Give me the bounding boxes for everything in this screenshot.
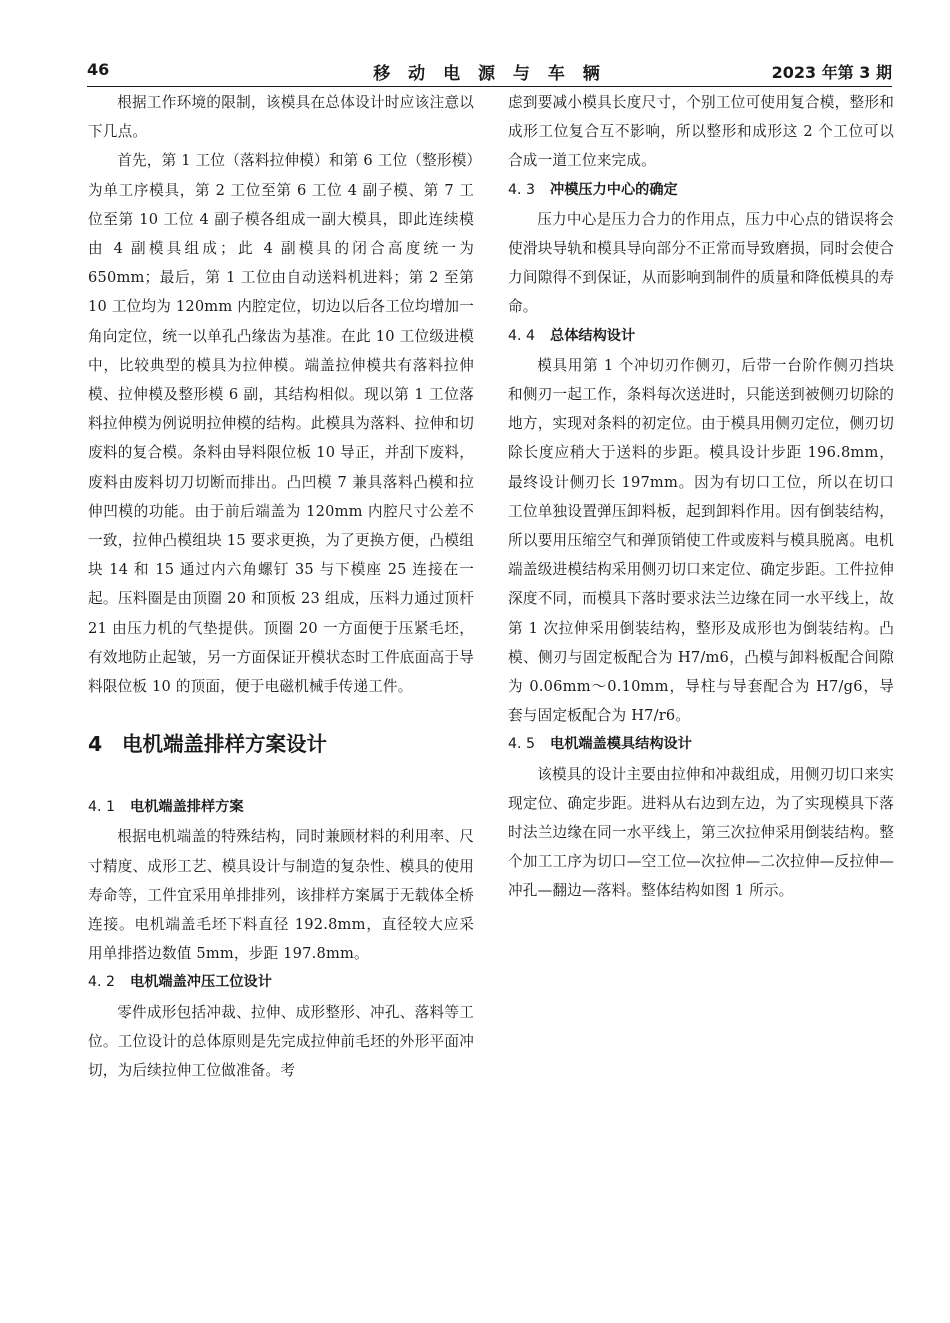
section-number: 4 [88,732,103,757]
right-column [508,88,894,906]
subsection-title: 电机端盖冲压工位设计 [130,974,272,991]
subsection-heading [508,322,894,351]
subsection-number: 4. 2 [88,974,116,991]
section-title: 电机端盖排样方案设计 [122,732,327,757]
subsection-title: 冲模压力中心的确定 [550,181,678,198]
subsection-number: 4. 4 [508,327,536,344]
paragraph: 零件成形包括冲裁、拉伸、成形整形、冲孔、落料等工位。工位设计的总体原则是先完成拉伸前毛坯的外形平面冲切，为后续拉伸工位做准备。考 [88,1003,474,1080]
subsection-heading [88,793,474,822]
subsection-number: 4. 3 [508,181,536,198]
subsection-heading [88,968,474,997]
subsection-number: 4. 5 [508,736,536,753]
paragraph: 首先，第 1 工位（落料拉伸模）和第 6 工位（整形模）为单工序模具，第 2 工位至第 6 工位 4 副子模、第 7 工位至第 10 工位 4 副子模各组成一副大模具，即此连续模由 4 副模具组成；此 4 副模具的闭合高度统一为 650mm；最后，第 1 工位由自动送料机进料；第 2 至第 10 工位均为 120mm 内腔定位，切边以后各工位均增加一角向定位，统一以单孔凸缘齿为基准。在此 10 工位级进模中，比较典型的模具为拉伸模。端盖拉伸模共有落料拉伸模、拉伸模及整形模 6 副，其结构相似。现以第 1 工位落料拉伸模为例说明拉伸模的结构。此模具为落料、拉伸和切废料的复合模。条料由导料限位板 10 导正，并刮下废料，废料由废料切刀切断而排出。凸凹模 7 兼具落料凸模和拉伸凹模的功能。由于前后端盖为 120mm 内腔尺寸公差不一致，拉伸凸模组块 15 要求更换，为了更换方便，凸模组块 14 和 15 通过内六角螺钉 35 与下模座 25 连接在一起。压料圈是由顶圈 20 和顶板 23 组成，压料力通过顶杆 21 由压力机的气垫提供。顶圈 20 一方面便于压紧毛坯，有效地防止起皱，另一方面保证开模状态时工件底面高于导料限位板 10 的顶面，便于电磁机械手传递工件。 [88,152,474,696]
section-heading [88,729,474,759]
left-column [88,88,474,1085]
subsection-number: 4. 1 [88,799,116,816]
paragraph: 根据电机端盖的特殊结构，同时兼顾材料的利用率、尺寸精度、成形工艺、模具设计与制造的复杂性、模具的使用寿命等，工件宜采用单排排列，该排样方案属于无载体全桥连接。电机端盖毛坯下料直径 192.8mm，直径较大应采用单排搭边数值 5mm，步距 197.8mm。 [88,828,474,963]
subsection-title: 电机端盖排样方案 [130,799,244,816]
paragraph: 模具用第 1 个冲切刃作侧刃，后带一台阶作侧刃挡块和侧刃一起工作，条料每次送进时，只能送到被侧刃切除的地方，实现对条料的初定位。由于模具用侧刃定位，侧刃切除长度应稍大于送料的步距。模具设计步距 196.8mm，最终设计侧刃长 197mm。因为有切口工位，所以在切口工位单独设置弹压卸料板，起到卸料作用。因有倒装结构，所以要用压缩空气和弹顶销使工件或废料与模具脱离。电机端盖级进模结构采用侧刃切口来定位、确定步距。工件拉伸深度不同，而模具下落时要求法兰边缘在同一水平线上，故第 1 次拉伸采用倒装结构，整形及成形也为倒装结构。凸模、侧刃与固定板配合为 H7/m6，凸模与卸料板配合间隙为 0.06mm～0.10mm，导柱与导套配合为 H7/g6，导套与固定板配合为 H7/r6。 [508,356,894,725]
subsection-title: 总体结构设计 [550,327,636,344]
paragraph: 虑到要减小模具长度尺寸，个别工位可使用复合模，整形和成形工位复合互不影响，所以整形和成形这 2 个工位可以合成一道工位来完成。 [508,94,894,170]
page-number: 46 [87,60,110,79]
journal-title: 移 动 电 源 与 车 辆 [373,64,606,84]
paragraph: 根据工作环境的限制，该模具在总体设计时应该注意以下几点。 [88,94,474,141]
page-header [87,60,892,87]
subsection-title: 电机端盖模具结构设计 [550,736,692,753]
subsection-heading [508,730,894,759]
paragraph: 压力中心是压力合力的作用点，压力中心点的错误将会使滑块导轨和模具导向部分不正常而导致磨损，同时会使合力间隙得不到保证，从而影响到制件的质量和降低模具的寿命。 [508,210,894,316]
issue-label: 2023 年第 3 期 [771,63,892,82]
subsection-heading [508,176,894,205]
paragraph: 该模具的设计主要由拉伸和冲裁组成，用侧刃切口来实现定位、确定步距。进料从右边到左边，为了实现模具下落时法兰边缘在同一水平线上，第三次拉伸采用倒装结构。整个加工工序为切口—空工位—次拉伸—二次拉伸—反拉伸—冲孔—翻边—落料。整体结构如图 1 所示。 [508,765,894,900]
